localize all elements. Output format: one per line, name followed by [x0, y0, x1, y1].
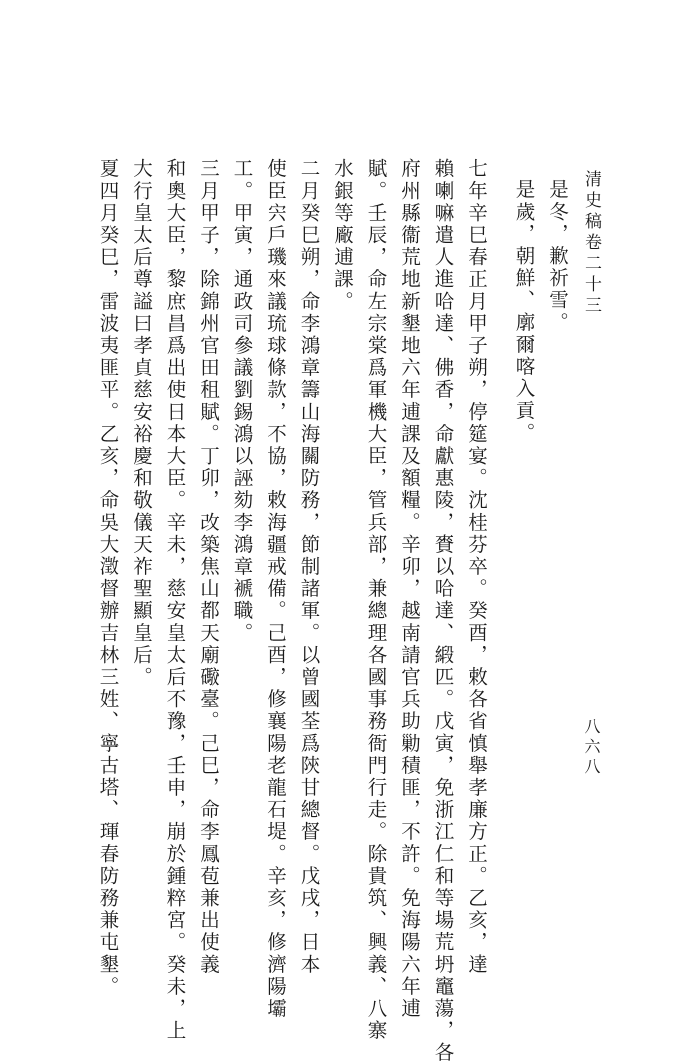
text-line: 賴喇嘛遣人進哈達、佛香，命獻惠陵，賚以哈達、緞匹。戊寅，免浙江仁和等場荒坍竈蕩，各 — [431, 158, 455, 1064]
text-body — [96, 158, 574, 1064]
text-line: 府州縣衞荒地新墾地六年逋課及額糧。辛卯，越南請官兵助勦積匪，不許。免海陽六年逋 — [398, 158, 421, 1020]
text-line: 夏四月癸巳，雷波夷匪平。乙亥，命吳大澂督辦吉林三姓、寧古塔、琿春防務兼屯墾。 — [96, 158, 120, 998]
text-line: 水銀等廠逋課。 — [331, 158, 354, 313]
running-header: 清史稿卷二十三 — [581, 170, 601, 317]
text-line: 三月甲子，除錦州官田租賦。丁卯，改築焦山都天廟礮臺。己巳，命李鳳苞兼出使義 — [197, 158, 220, 976]
text-line: 是歲，朝鮮、廓爾喀入貢。 — [512, 179, 536, 445]
page-number: 八六八 — [582, 718, 601, 778]
text-line: 七年辛巳春正月甲子朔，停筵宴。沈桂芬卒。癸酉，敕各省慎舉孝廉方正。乙亥，達 — [465, 158, 488, 976]
text-line: 是冬，歉祈雪。 — [546, 179, 569, 334]
text-line: 工。甲寅，通政司參議劉錫鴻以誣劾李鴻章褫職。 — [230, 158, 254, 645]
text-line: 使臣宍戶璣來議琉球條款，不協，敕海疆戒備。己酉，修襄陽老龍石堤。辛亥，修濟陽壩 — [264, 158, 287, 1020]
text-line: 和奧大臣，黎庶昌爲出使日本大臣。辛未，慈安皇太后不豫，壬申，崩於鍾粹宮。癸未，上 — [163, 158, 187, 1042]
column-gap — [493, 158, 507, 898]
text-line: 大行皇太后尊謚曰孝貞慈安裕慶和敬儀天祚聖顯皇后。 — [130, 158, 153, 689]
text-line: 二月癸巳朔，命李鴻章籌山海關防務，節制諸軍。以曾國荃爲陝甘總督。戊戌，日本 — [297, 158, 321, 976]
text-line: 賦。壬辰，命左宗棠爲軍機大臣，管兵部，兼總理各國事務衙門行走。除貴筑、興義、八寨 — [364, 158, 388, 1042]
